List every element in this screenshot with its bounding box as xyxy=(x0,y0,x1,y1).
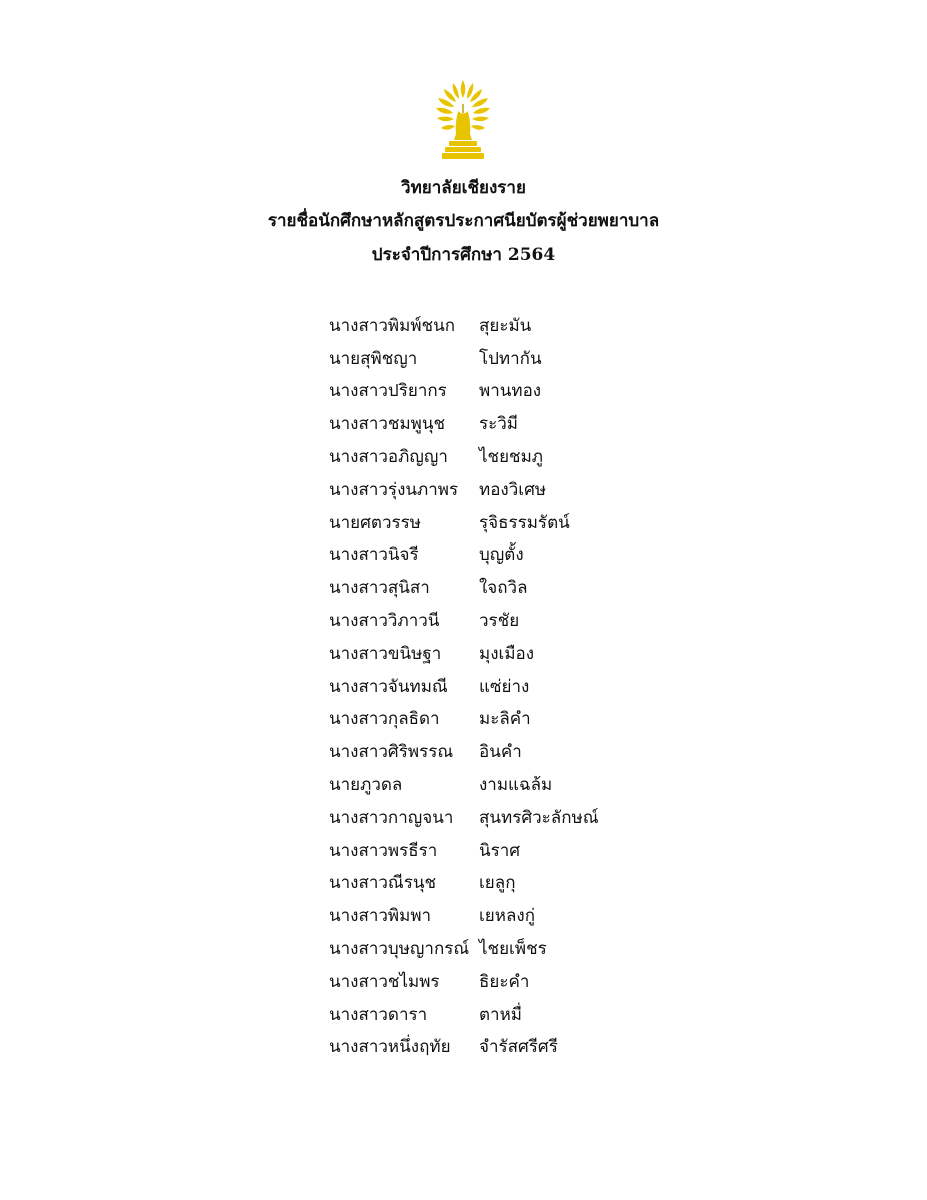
list-item xyxy=(329,735,659,768)
student-last-name: อินคำ xyxy=(479,742,522,763)
student-first-name: นางสาวหนึ่งฤทัย xyxy=(329,1037,451,1058)
student-first-name: นางสาวรุ่งนภาพร xyxy=(329,479,459,500)
list-item xyxy=(329,899,659,932)
student-first-name: นางสาวชไมพร xyxy=(329,971,440,992)
student-first-name: นายภูวดล xyxy=(329,775,403,796)
list-item xyxy=(329,539,659,572)
student-first-name: นางสาวพิมพ์ชนก xyxy=(329,315,456,336)
list-item xyxy=(329,375,659,408)
student-first-name: นางสาววิภาวนี xyxy=(329,611,440,632)
student-last-name: ใจถวิล xyxy=(479,578,528,599)
list-item xyxy=(329,506,659,539)
list-item xyxy=(329,407,659,440)
student-last-name: ธิยะคำ xyxy=(479,971,530,992)
list-item xyxy=(329,998,659,1031)
student-last-name: มุงเมือง xyxy=(479,643,535,664)
student-last-name: พานทอง xyxy=(479,381,542,402)
student-first-name: นางสาวชมพูนุช xyxy=(329,414,446,435)
student-last-name: จำรัสศรีศรี xyxy=(479,1037,558,1058)
list-item xyxy=(329,703,659,736)
student-first-name: นางสาวพรธีรา xyxy=(329,840,438,861)
student-first-name: นายสุพิชญา xyxy=(329,348,418,369)
list-item xyxy=(329,637,659,670)
student-last-name: มะลิคำ xyxy=(479,709,531,730)
student-first-name: นางสาวศิริพรรณ xyxy=(329,742,454,763)
student-first-name: นางสาวจันทมณี xyxy=(329,676,448,697)
student-last-name: ระวิมี xyxy=(479,414,519,435)
student-first-name: นางสาวกุลธิดา xyxy=(329,709,440,730)
student-first-name: นางสาวปริยากร xyxy=(329,381,447,402)
list-item xyxy=(329,309,659,342)
list-item xyxy=(329,801,659,834)
institution-title: วิทยาลัยเชียงราย xyxy=(401,178,526,198)
student-last-name: วรชัย xyxy=(479,611,520,632)
list-item xyxy=(329,834,659,867)
list-title: รายชื่อนักศึกษาหลักสูตรประกาศนียบัตรผู้ช่วยพยาบาล xyxy=(267,211,660,231)
student-last-name: ทองวิเศษ xyxy=(479,479,547,500)
academic-year-title: ประจำปีการศึกษา 2564 xyxy=(371,245,556,265)
list-item xyxy=(329,342,659,375)
student-first-name: นางสาวกาญจนา xyxy=(329,807,454,828)
student-first-name: นางสาวสุนิสา xyxy=(329,578,430,599)
list-item xyxy=(329,1031,659,1064)
student-first-name: นางสาวพิมพา xyxy=(329,906,432,927)
student-last-name: เยลูกุ xyxy=(479,873,516,894)
list-item xyxy=(329,440,659,473)
chiang-rai-college-emblem-icon xyxy=(433,78,493,160)
student-last-name: ไชยเพ็ชร xyxy=(479,939,547,960)
student-name-list xyxy=(329,309,659,1063)
list-item xyxy=(329,571,659,604)
list-item xyxy=(329,768,659,801)
student-last-name: สุยะมัน xyxy=(479,315,532,336)
student-last-name: ไชยชมภู xyxy=(479,447,543,468)
list-item xyxy=(329,604,659,637)
student-last-name: งามแฉล้ม xyxy=(479,775,553,796)
student-first-name: นางสาวนิจรี xyxy=(329,545,419,566)
student-first-name: นางสาวขนิษฐา xyxy=(329,643,442,664)
list-item xyxy=(329,965,659,998)
list-item xyxy=(329,932,659,965)
student-last-name: นิราศ xyxy=(479,840,521,861)
list-item xyxy=(329,473,659,506)
student-first-name: นางสาวอภิญญา xyxy=(329,447,448,468)
student-last-name: รุจิธรรมรัตน์ xyxy=(479,512,570,533)
student-last-name: เยหลงกู่ xyxy=(479,906,535,927)
student-first-name: นางสาวดารา xyxy=(329,1004,428,1025)
student-first-name: นางสาวณีรนุช xyxy=(329,873,436,894)
list-item xyxy=(329,670,659,703)
student-last-name: บุญตั้ง xyxy=(479,545,524,566)
student-last-name: แซ่ย่าง xyxy=(479,676,530,697)
student-last-name: โปทากัน xyxy=(479,348,542,369)
list-item xyxy=(329,867,659,900)
student-last-name: สุนทรศิวะลักษณ์ xyxy=(479,807,599,828)
student-last-name: ตาหมื่ xyxy=(479,1004,522,1025)
student-first-name: นางสาวบุษญากรณ์ xyxy=(329,939,470,960)
student-first-name: นายศตวรรษ xyxy=(329,512,421,533)
